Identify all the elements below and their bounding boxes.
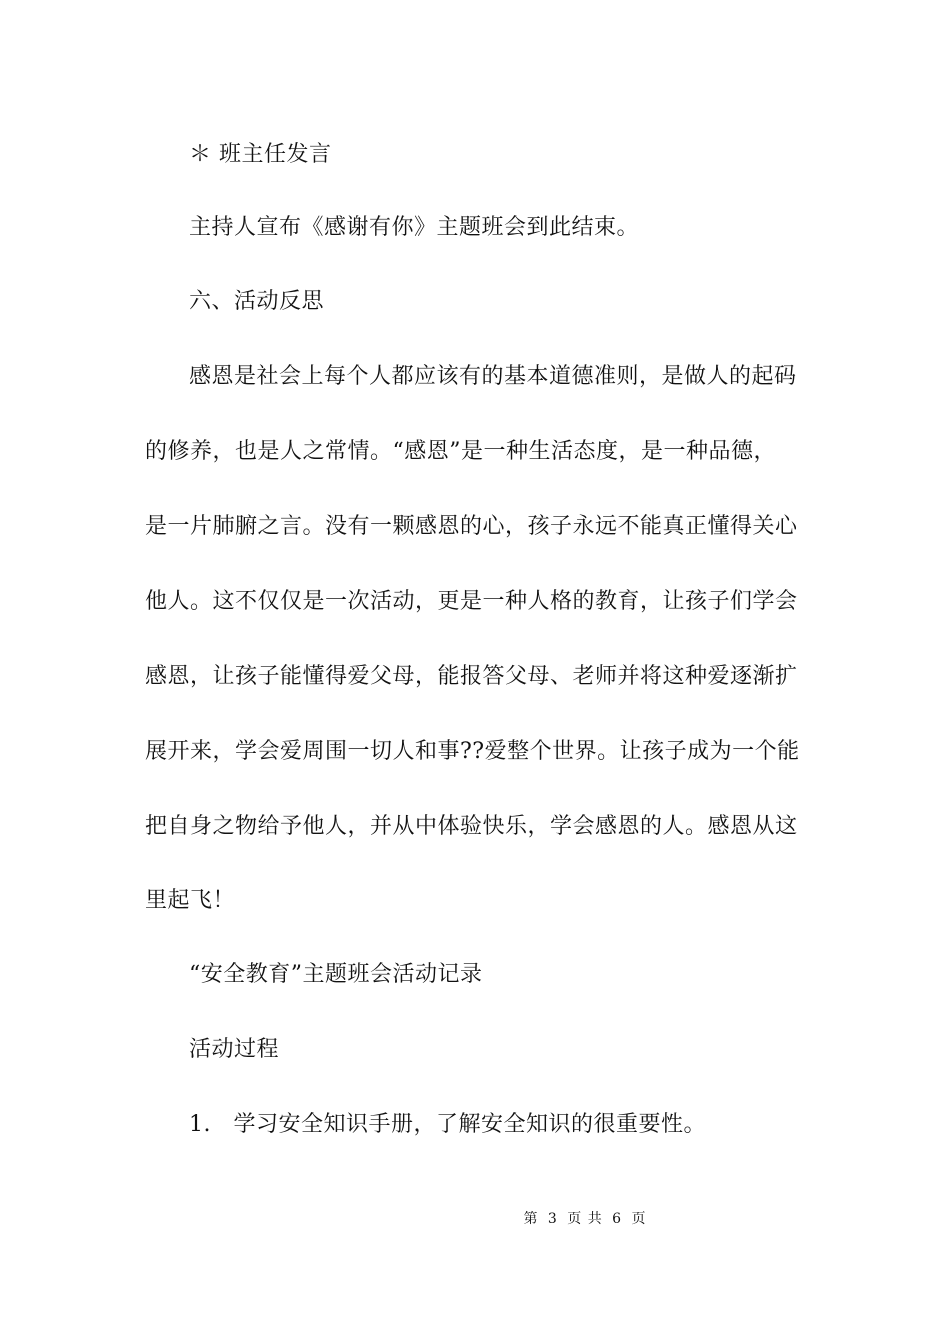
text-line-teacher-speech: ＊ 班主任发言 [189,142,332,167]
text-line-host-announcement: 主持人宣布《感谢有你》主题班会到此结束。 [189,215,640,240]
list-item-1: 1. 学习安全知识手册，了解安全知识的很重要性。 [189,1112,706,1137]
section-heading-process: 活动过程 [189,1037,280,1062]
footer-suffix: 页 [631,1211,647,1227]
footer-current-page: 3 [547,1211,558,1227]
section-title-safety-education: “安全教育”主题班会活动记录 [189,962,483,987]
paragraph-line: 把自身之物给予他人，并从中体验快乐，学会感恩的人。感恩从这 [145,814,798,839]
paragraph-line: 他人。这不仅仅是一次活动，更是一种人格的教育，让孩子们学会 [145,589,798,614]
paragraph-line: 展开来，学会爱周围一切人和事??爱整个世界。让孩子成为一个能 [145,739,800,764]
footer-prefix: 第 [523,1211,539,1227]
footer-middle: 页 共 [567,1211,603,1227]
paragraph-line: 感恩是社会上每个人都应该有的基本道德准则，是做人的起码 [189,364,797,389]
paragraph-line: 里起飞！ [145,888,236,913]
paragraph-line: 是一片肺腑之言。没有一颗感恩的心，孩子永远不能真正懂得关心 [145,514,798,539]
footer-total-pages: 6 [612,1211,623,1227]
paragraph-line: 的修养，也是人之常情。“感恩”是一种生活态度，是一种品德， [145,439,776,464]
page-footer [0,1209,950,1229]
section-heading-reflection: 六、活动反思 [189,289,325,314]
paragraph-line: 感恩，让孩子能懂得爱父母，能报答父母、老师并将这种爱逐渐扩 [145,664,798,689]
